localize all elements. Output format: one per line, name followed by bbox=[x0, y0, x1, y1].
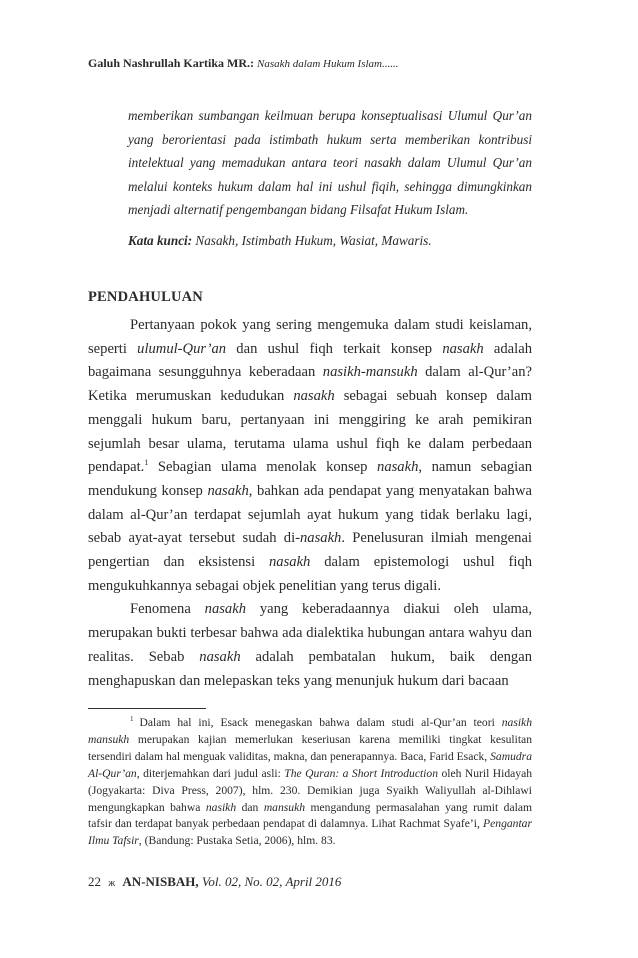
text-run: oleh Nuril Hidayah (Jogyakarta: Diva Press, 2007), hlm. 230. Demikian juga Syaikh Waliyullah al-Dihlawi mengungkapkan bahwa bbox=[88, 766, 533, 814]
paragraph-2 bbox=[88, 598, 532, 693]
running-head-title: Nasakh dalam Hukum Islam...... bbox=[257, 58, 399, 70]
text-run: mengandung permasalahan yang rumit dalam tafsir dan terdapat banyak perbedaan pendapat di dalamnya. Lihat Rachmat Syafe’i, bbox=[88, 800, 532, 831]
running-head-author: Galuh Nashrullah Kartika MR.: bbox=[88, 56, 255, 70]
italic-term: nasakh bbox=[269, 554, 311, 571]
page-number: 22 bbox=[88, 874, 101, 889]
italic-term: nasakh bbox=[199, 648, 241, 665]
text-run: , namun sebagian mendukung konsep bbox=[88, 459, 532, 499]
italic-term: nasakh bbox=[300, 530, 342, 547]
text-run: Pertanyaan pokok yang sering mengemuka dalam studi keislaman, seperti bbox=[88, 317, 532, 357]
text-run: merupakan kajian memerlukan keseriusan karena memiliki tingkat kesulitan tersendiri dalam hal menguak validitas, makna, dan penerapannya. Baca, Farid Esack, bbox=[88, 732, 532, 763]
text-run: dan bbox=[236, 800, 264, 814]
text-run: dan ushul fiqh terkait konsep bbox=[226, 340, 443, 357]
italic-term: nasakh bbox=[293, 388, 335, 405]
text-run: Fenomena bbox=[130, 601, 205, 618]
italic-term: nasikh mansukh bbox=[88, 716, 532, 746]
italic-term: Samudra Al-Qur’an, bbox=[88, 749, 532, 780]
text-run: Sebagian ulama menolak konsep bbox=[148, 459, 378, 476]
journal-issue: Vol. 02, No. 02, April 2016 bbox=[201, 874, 342, 889]
italic-term: nasakh bbox=[377, 459, 419, 476]
text-run: Dalam hal ini, Esack menegaskan bahwa dalam studi al-Qur’an teori bbox=[139, 716, 502, 729]
text-run: dalam al-Qur’an? Ketika merumuskan kedudukan bbox=[88, 364, 532, 405]
italic-term: nasakh bbox=[442, 340, 484, 357]
italic-term: mansukh bbox=[263, 800, 306, 814]
footnote bbox=[88, 715, 532, 850]
keywords-list: Nasakh, Istimbath Hukum, Wasiat, Mawaris. bbox=[195, 233, 432, 248]
keywords-label: Kata kunci: bbox=[128, 233, 193, 248]
running-head bbox=[88, 56, 568, 71]
footnote-number: 1 bbox=[130, 715, 134, 724]
journal-name: AN-NISBAH, bbox=[122, 874, 199, 889]
abstract-text: memberikan sumbangan keilmuan berupa konseptualisasi Ulumul Qur’an yang berorientasi pada istimbath hukum serta memberikan kontribusi intelektual yang memadukan antara teori nasakh dalam Ulumul Qur’an melalui konteks hukum dalam hal ini ushul fiqih, sehingga dimungkinkan menjadi alternatif pengembangan bidang Filsafat Hukum Islam. bbox=[128, 108, 532, 217]
italic-term: nasakh bbox=[207, 482, 249, 499]
text-run: yang keberadaannya diakui oleh ulama, merupakan bukti terbesar bahwa ada dialektika hubungan antara wahyu dan realitas. Sebab bbox=[88, 601, 532, 665]
text-run: adalah pembatalan hukum, baik dengan menghapuskan dan melepaskan teks yang menunjuk hukum dari bacaan bbox=[88, 648, 532, 689]
text-run: sebagai sebuah konsep dalam menggali hukum baru, pertanyaan ini menggiring ke arah pemikiran sejumlah besar ulama, terutama ulama ushul fiqh ke dalam perbedaan pendapat. bbox=[88, 388, 532, 476]
abstract bbox=[128, 104, 532, 222]
footnote-marker[interactable]: 1 bbox=[144, 458, 149, 468]
footer-separator-glyph: ж bbox=[108, 878, 116, 889]
italic-term: nasakh bbox=[204, 601, 246, 618]
keywords bbox=[128, 229, 532, 252]
italic-term: nasikh bbox=[205, 800, 237, 814]
italic-term: The Quran: a Short Introduction bbox=[284, 766, 439, 780]
text-run: , (Bandung: Pustaka Setia, 2006), hlm. 83. bbox=[138, 834, 336, 848]
page-footer bbox=[88, 874, 548, 890]
italic-term: ulumul-Qur’an bbox=[137, 340, 227, 357]
italic-term: Pengantar Ilmu Tafsir bbox=[88, 817, 532, 848]
text-run: . Penelusuran ilmiah mengenai pengertian dan eksistensi bbox=[88, 530, 532, 571]
text-run: adalah bagaimana sesungguhnya keberadaan bbox=[88, 340, 532, 381]
italic-term: nasikh-mansukh bbox=[322, 364, 418, 381]
text-run: dalam epistemologi ushul fiqh mengukuhkannya sebagai objek penelitian yang terus digali. bbox=[88, 554, 532, 594]
footnote-divider bbox=[88, 708, 206, 709]
footnote-1 bbox=[88, 715, 532, 850]
section-heading: PENDAHULUAN bbox=[88, 289, 203, 305]
text-run: , bahkan ada pendapat yang menyatakan bahwa dalam al-Qur’an terdapat sejumlah ayat hukum yang tidak berlaku lagi, sebab ayat-ayat tersebut sudah di- bbox=[88, 482, 532, 547]
body-text bbox=[88, 314, 532, 693]
paragraph-1 bbox=[88, 314, 532, 598]
text-run: diterjemahkan dari judul asli: bbox=[139, 766, 285, 780]
